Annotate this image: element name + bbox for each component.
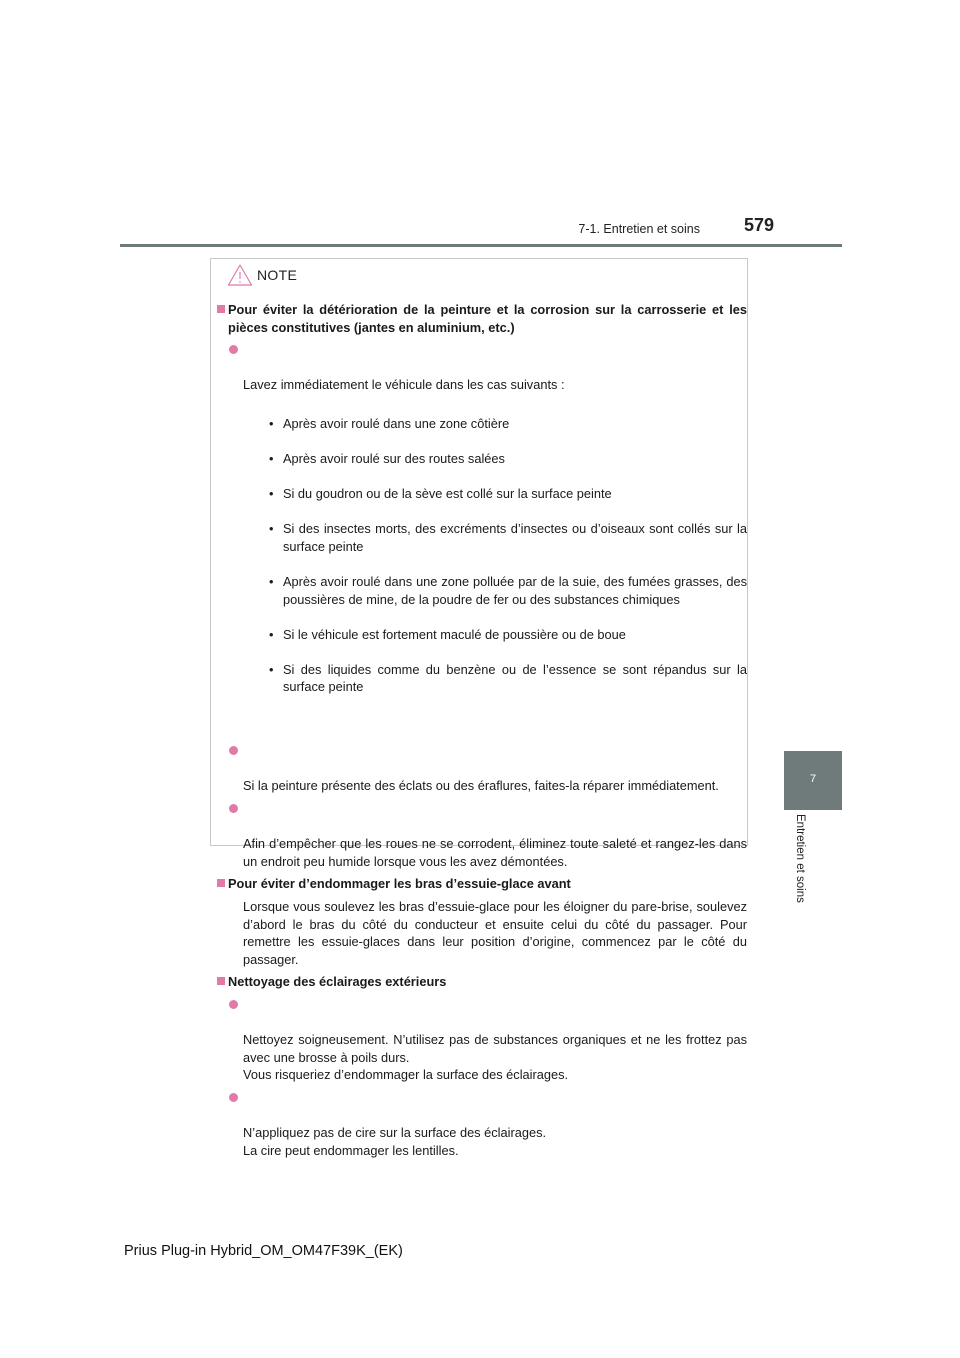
sub-list-item: • Si des insectes morts, des excréments d’insectes ou d’oiseaux sont collés sur la surface peinte — [269, 521, 747, 554]
note-box — [210, 258, 748, 1158]
note-section-wipers — [217, 875, 747, 968]
warning-triangle-icon — [227, 263, 253, 287]
note-section-lights — [217, 973, 747, 1159]
header-rule — [120, 244, 842, 247]
footer-manual-id: Prius Plug-in Hybrid_OM_OM47F39K_(EK) — [124, 1243, 403, 1259]
list-item: N’appliquez pas de cire sur la surface des éclairages. La cire peut endommager les lentilles. — [217, 1089, 747, 1159]
section-heading: Pour éviter d’endommager les bras d’essuie-glace avant — [217, 875, 747, 893]
circle-bullet-icon — [229, 1000, 238, 1009]
sub-list-item: • Si du goudron ou de la sève est collé sur la surface peinte — [269, 485, 612, 501]
square-bullet-icon — [217, 977, 225, 985]
square-bullet-icon — [217, 879, 225, 887]
circle-bullet-icon — [229, 1093, 238, 1102]
circle-bullet-icon — [229, 746, 238, 755]
square-bullet-icon — [217, 305, 225, 313]
list-item: Si la peinture présente des éclats ou des éraflures, faites-la réparer immédiatement. — [217, 742, 747, 795]
list-item: Lavez immédiatement le véhicule dans les cas suivants : • Après avoir roulé dans une zone côtière • Après avoir roulé sur des routes salées • Si du goudron ou de la sève est collé sur la surface peinte • Si des insectes morts, des excréments d’insectes ou d’oiseaux sont collés sur la surface peinte • Après avoir roulé dans une zone polluée par de la suie, des fumées grasses, des poussières de mine, de la poudre de fer ou des substances chimiques • Si le véhicule est fortement maculé de poussière ou de boue • Si des liquides comme du benzène ou de l’essence se sont répandus sur la surface peinte — [217, 341, 747, 737]
list-item: Afin d’empêcher que les roues ne se corrodent, éliminez toute saleté et rangez-les dans un endroit peu humide lorsque vous les avez démontées. — [217, 800, 747, 870]
note-header — [227, 263, 297, 287]
header-section-title: 7-1. Entretien et soins — [578, 222, 700, 236]
note-section-paint — [217, 301, 747, 870]
chapter-title: Entretien et soins — [794, 814, 806, 903]
section-heading: Pour éviter la détérioration de la peinture et la corrosion sur la carrosserie et les pièces constitutives (jantes en aluminium, etc.) — [217, 301, 747, 336]
sub-list-item: • Après avoir roulé dans une zone côtière — [269, 415, 510, 431]
list-item: Nettoyez soigneusement. N’utilisez pas de substances organiques et ne les frottez pas avec une brosse à poils durs. Vous risqueriez d’endommager la surface des éclairages. — [217, 996, 747, 1084]
page-number: 579 — [743, 215, 774, 235]
sub-list-item: • Si le véhicule est fortement maculé de poussière ou de boue — [269, 626, 626, 642]
sub-list-item: • Si des liquides comme du benzène ou de l’essence se sont répandus sur la surface peinte — [269, 661, 747, 695]
sub-list-item: • Après avoir roulé dans une zone polluée par de la suie, des fumées grasses, des poussières de mine, de la poudre de fer ou des substances chimiques — [269, 573, 747, 607]
sub-list — [243, 397, 747, 714]
circle-bullet-icon — [229, 345, 238, 354]
chapter-number: 7 — [809, 773, 817, 785]
section-paragraph: Lorsque vous soulevez les bras d’essuie-glace pour les éloigner du pare-brise, soulevez d’abord le bras du côté du conducteur et ensuite celui du côté du passager. Pour remettre les essuie-glaces dans leur position d’origine, commencez par le côté du passager. — [243, 899, 747, 967]
sub-list-item: • Après avoir roulé sur des routes salées — [269, 450, 505, 466]
note-label: NOTE — [257, 267, 298, 283]
note-content — [217, 301, 747, 1164]
chapter-tab — [784, 751, 842, 810]
circle-bullet-icon — [229, 804, 238, 813]
section-heading: Nettoyage des éclairages extérieurs — [217, 973, 747, 991]
